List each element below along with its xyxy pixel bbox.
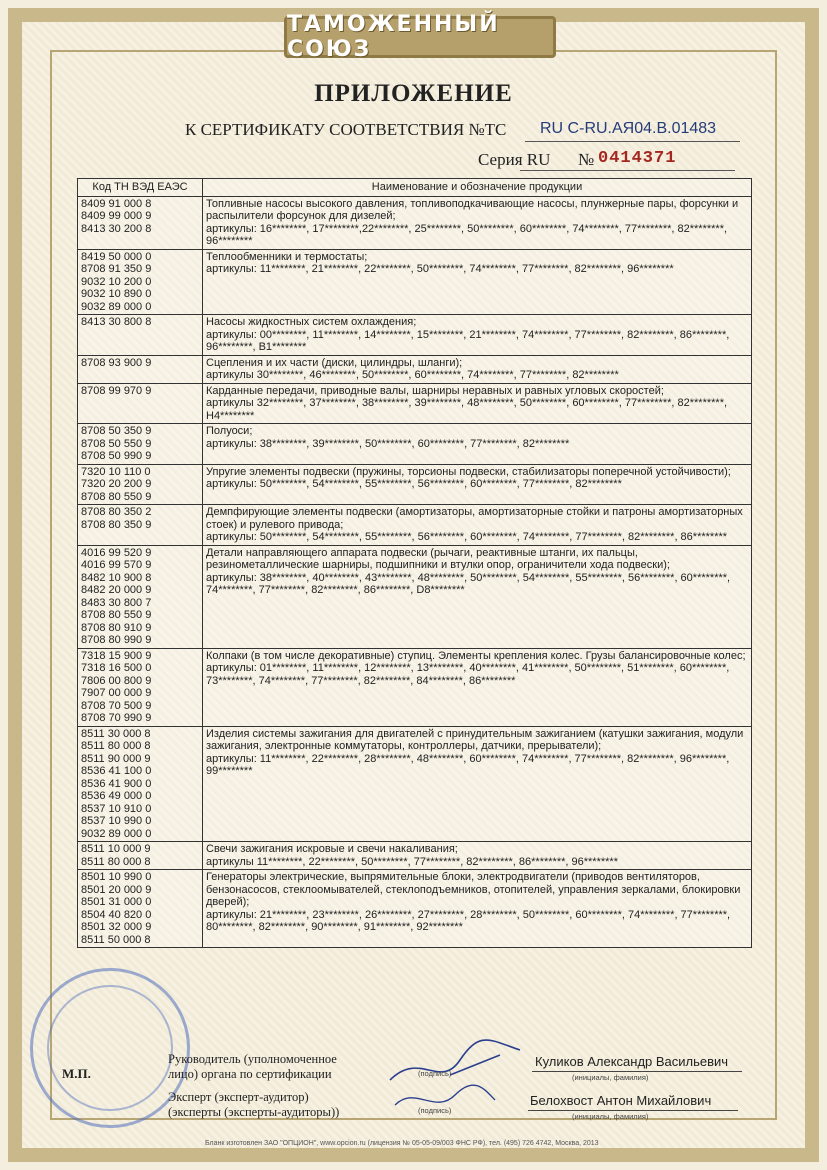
product-articles: артикулы: 01********, 11********, 12********, 13********, 40********, 41********, 50********, 51********, 60********, 73********, 74********, 77********, 82********, 84********, 86******** bbox=[206, 662, 730, 687]
product-description bbox=[203, 648, 752, 726]
table-row bbox=[78, 249, 752, 315]
product-articles: артикулы: 11********, 22********, 28********, 48********, 60********, 74********, 77********, 82********, 96********, 99******** bbox=[206, 752, 730, 777]
col-header-code: Код ТН ВЭД ЕАЭС bbox=[78, 179, 203, 197]
product-articles: артикулы 30********, 46********, 50********, 60********, 74********, 77********, 82******** bbox=[206, 369, 619, 381]
product-description bbox=[203, 464, 752, 505]
seal-place-label: М.П. bbox=[62, 1066, 91, 1081]
certification-stamp bbox=[30, 968, 190, 1128]
cert-label: К СЕРТИФИКАТУ СООТВЕТСТВИЯ №ТС bbox=[185, 120, 507, 139]
tnved-codes: 4016 99 520 9 4016 99 570 9 8482 10 900 8 8482 20 000 9 8483 30 800 7 8708 80 550 9 8708 80 910 9 8708 80 990 9 bbox=[78, 545, 203, 648]
products-table bbox=[77, 178, 752, 948]
table-row bbox=[78, 424, 752, 465]
product-name: Сцепления и их части (диски, цилиндры, шланги); bbox=[206, 356, 463, 369]
tnved-codes: 8708 99 970 9 bbox=[78, 383, 203, 424]
table-row bbox=[78, 464, 752, 505]
product-name: Насосы жидкостных систем охлаждения; bbox=[206, 316, 417, 328]
product-name: Генераторы электрические, выпрямительные блоки, электродвигатели (приводов вентиляторов, бензонасосов, стеклоомывателей, стеклоподъемников, отопителей, управления зеркалами, блокировки дверей); bbox=[206, 871, 741, 908]
tnved-codes: 8501 10 990 0 8501 20 000 9 8501 31 000 0 8504 40 820 0 8501 32 000 9 8511 50 000 8 bbox=[78, 870, 203, 948]
table-row bbox=[78, 196, 752, 249]
product-articles: артикулы: 21********, 23********, 26********, 27********, 28********, 50********, 60********, 74********, 77********, 80********, 82********, 90********, 91********, 92******** bbox=[206, 908, 731, 933]
tnved-codes: 8511 10 000 9 8511 80 000 8 bbox=[78, 842, 203, 870]
product-articles: артикулы: 50********, 54********, 55********, 56********, 60********, 77********, 82******** bbox=[206, 478, 622, 490]
head-label: Руководитель (уполномоченное лицо) органа по сертификации bbox=[168, 1052, 337, 1081]
tnved-codes: 8708 93 900 9 bbox=[78, 355, 203, 383]
serial-label: № bbox=[578, 150, 595, 169]
table-row bbox=[78, 545, 752, 648]
product-description bbox=[203, 355, 752, 383]
product-description bbox=[203, 383, 752, 424]
head-name-caption: (инициалы, фамилия) bbox=[572, 1073, 649, 1082]
table-row bbox=[78, 648, 752, 726]
product-name: Теплообменники и термостаты; bbox=[206, 250, 368, 263]
tnved-codes: 8511 30 000 8 8511 80 000 8 8511 90 000 9 8536 41 100 0 8536 41 900 0 8536 49 000 0 8537 10 910 0 8537 10 990 0 9032 89 000 0 bbox=[78, 726, 203, 842]
product-articles: артикулы: 38********, 40********, 43********, 48********, 50********, 54********, 55********, 56********, 60********, 74********, 77********, 82********, 86********, D8******** bbox=[206, 571, 731, 596]
customs-union-banner: ТАМОЖЕННЫЙ СОЮЗ bbox=[284, 16, 556, 58]
table-row bbox=[78, 315, 752, 356]
tnved-codes: 7320 10 110 0 7320 20 200 9 8708 80 550 9 bbox=[78, 464, 203, 505]
table-row bbox=[78, 355, 752, 383]
expert-name: Белохвост Антон Михайлович bbox=[530, 1093, 712, 1108]
serial-number: 0414371 bbox=[598, 149, 677, 168]
product-articles: артикулы: 38********, 39********, 50********, 60********, 77********, 82******** bbox=[206, 437, 570, 450]
printer-imprint: Бланк изготовлен ЗАО "ОПЦИОН", www.opcion.ru (лицензия № 05-05-09/003 ФНС РФ), тел. (495) 726 4742, Москва, 2013 bbox=[205, 1140, 599, 1147]
tnved-codes: 8708 80 350 2 8708 80 350 9 bbox=[78, 505, 203, 546]
cert-number: RU C-RU.АЯ04.В.01483 bbox=[540, 120, 717, 137]
expert-name-caption: (инициалы, фамилия) bbox=[572, 1112, 649, 1121]
tnved-codes: 8409 91 000 8 8409 99 000 9 8413 30 200 8 bbox=[78, 196, 203, 249]
product-name: Свечи зажигания искровые и свечи накаливания; bbox=[206, 843, 458, 855]
product-description bbox=[203, 726, 752, 842]
tnved-codes: 7318 15 900 9 7318 16 500 0 7806 00 800 9 7907 00 000 9 8708 70 500 9 8708 70 990 9 bbox=[78, 648, 203, 726]
product-name: Демпфирующие элементы подвески (амортизаторы, амортизаторные стойки и патроны амортизаторных стоек) и рулевого привода; bbox=[206, 506, 743, 531]
product-articles: артикулы 32********, 37********, 38********, 39********, 48********, 50********, 60********, 77********, 82********, H4******** bbox=[206, 397, 728, 422]
tnved-codes: 8413 30 800 8 bbox=[78, 315, 203, 356]
table-row bbox=[78, 383, 752, 424]
page-title: ПРИЛОЖЕНИЕ bbox=[314, 80, 513, 107]
table-row bbox=[78, 842, 752, 870]
table-row bbox=[78, 726, 752, 842]
product-name: Упругие элементы подвески (пружины, торсионы подвески, стабилизаторы поперечной устойчивости); bbox=[206, 465, 731, 478]
head-sign-caption: (подпись) bbox=[418, 1069, 452, 1078]
product-articles: артикулы: 50********, 54********, 55********, 56********, 60********, 74********, 77********, 82********, 86******** bbox=[206, 531, 728, 543]
product-description bbox=[203, 842, 752, 870]
tnved-codes: 8708 50 350 9 8708 50 550 9 8708 50 990 9 bbox=[78, 424, 203, 465]
product-description bbox=[203, 315, 752, 356]
product-articles: артикулы 11********, 22********, 50********, 77********, 82********, 86********, 96******** bbox=[206, 855, 618, 868]
product-articles: артикулы: 16********, 17********,22********, 25********, 50********, 60********, 74********, 77********, 82********, 96******** bbox=[206, 222, 728, 247]
head-name: Куликов Александр Васильевич bbox=[535, 1054, 729, 1069]
col-header-name: Наименование и обозначение продукции bbox=[203, 179, 752, 197]
product-name: Детали направляющего аппарата подвески (рычаги, реактивные штанги, их пальцы, резинометаллические шарниры, подшипники и втулки опор, ограничители хода подвески); bbox=[206, 546, 670, 571]
product-description bbox=[203, 424, 752, 465]
product-description bbox=[203, 249, 752, 315]
product-name: Изделия системы зажигания для двигателей с принудительным зажиганием (катушки зажигания, модули зажигания, электронные коммутаторы, контроллеры, датчики, прерыватели); bbox=[206, 727, 744, 752]
product-description bbox=[203, 545, 752, 648]
product-name: Карданные передачи, приводные валы, шарниры неравных и равных угловых скоростей; bbox=[206, 384, 664, 397]
product-description bbox=[203, 505, 752, 546]
product-name: Полуоси; bbox=[206, 425, 253, 437]
product-articles: артикулы: 00********, 11********, 14********, 15********, 21********, 74********, 77********, 82********, 86********, 96********, B1******** bbox=[206, 328, 730, 353]
table-row bbox=[78, 505, 752, 546]
table-row bbox=[78, 870, 752, 948]
tnved-codes: 8419 50 000 0 8708 91 350 9 9032 10 200 0 9032 10 890 0 9032 89 000 0 bbox=[78, 249, 203, 315]
product-name: Колпаки (в том числе декоративные) ступиц. Элементы крепления колес. Грузы балансировочные колес; bbox=[206, 649, 746, 662]
expert-sign-caption: (подпись) bbox=[418, 1106, 452, 1115]
expert-label: Эксперт (эксперт-аудитор) (эксперты (эксперты-аудиторы)) bbox=[168, 1090, 340, 1119]
product-name: Топливные насосы высокого давления, топливоподкачивающие насосы, плунжерные пары, форсунки и распылители форсунок для дизелей; bbox=[206, 197, 739, 222]
series-label: Серия RU bbox=[478, 150, 551, 169]
product-articles: артикулы: 11********, 21********, 22********, 50********, 74********, 77********, 82********, 96******** bbox=[206, 263, 674, 275]
product-description bbox=[203, 870, 752, 948]
product-description bbox=[203, 196, 752, 249]
